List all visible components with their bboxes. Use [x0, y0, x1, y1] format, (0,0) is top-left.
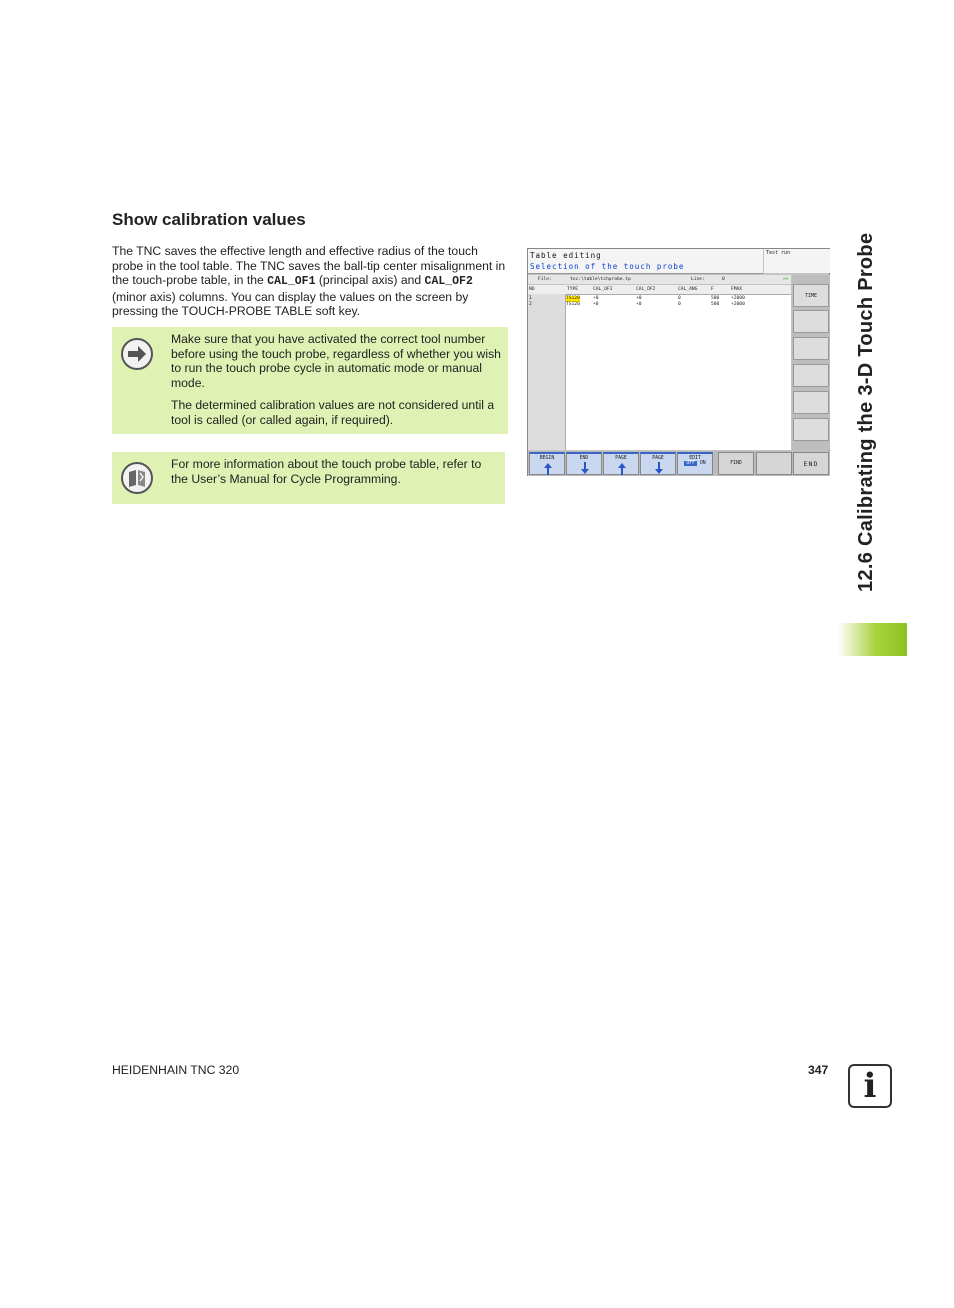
cell: +0: [636, 296, 642, 301]
tnc-table-editing-screenshot: [527, 248, 830, 476]
probe-table: [528, 285, 791, 450]
side-softkey-empty[interactable]: [793, 418, 829, 441]
col-f: F: [711, 287, 714, 292]
toggle-on: ON: [699, 461, 706, 466]
manual-book-icon: [121, 462, 153, 494]
softkey-empty[interactable]: [756, 452, 792, 475]
softkey-label: FIND: [730, 461, 742, 466]
cell: +2000: [731, 302, 745, 307]
screen-title: Table editing: [530, 251, 602, 260]
page-down-softkey[interactable]: [640, 452, 676, 475]
screen-subtitle: Selection of the touch probe: [530, 262, 685, 271]
cell: 0: [678, 296, 681, 301]
side-softkey-empty[interactable]: [793, 391, 829, 414]
note-text: Make sure that you have activated the correct tool number before using the touch probe, regardless of whether you wish to run the touch probe cycle in automatic mode or manual mode.: [171, 332, 501, 390]
body-paragraph: [112, 244, 506, 319]
edit-toggle-softkey[interactable]: [677, 452, 713, 475]
side-softkey-empty[interactable]: [793, 364, 829, 387]
cell-selected[interactable]: TS120: [566, 296, 580, 301]
softkey-label: END: [803, 460, 819, 468]
note-text: For more information about the touch probe table, refer to the User’s Manual for Cycle Programming.: [171, 457, 482, 486]
horizontal-softkey-bar: [528, 451, 830, 476]
para-text: (principal axis) and: [315, 273, 425, 287]
page-number: 347: [808, 1063, 829, 1077]
arrow-up-icon: [617, 463, 627, 475]
col-type: TYPE: [567, 287, 579, 292]
softkey-label: PAGE: [652, 456, 664, 461]
begin-softkey[interactable]: [529, 452, 565, 475]
table-header: [528, 285, 791, 295]
note-box-tool-number: [112, 327, 508, 434]
row-number-column: [528, 294, 566, 450]
file-label: File:: [538, 277, 552, 282]
code-cal-of1: CAL_OF1: [267, 275, 316, 288]
note-text: The determined calibration values are not considered until a tool is called (or called again, if required).: [171, 398, 495, 427]
chapter-tab-marker: [838, 623, 907, 656]
cell: TS120: [566, 302, 580, 307]
side-softkey-empty[interactable]: [793, 337, 829, 360]
col-cal-of1: CAL_OF1: [593, 287, 613, 292]
cell: 1: [529, 296, 532, 301]
cell: 0: [678, 302, 681, 307]
cell: 2: [529, 302, 532, 307]
toggle-off: OFF: [686, 461, 695, 466]
softkey-label: EDIT: [689, 456, 701, 461]
para-text: The TNC saves the effective length and effective radius of the touch probe in the tool table. The TNC saves the ball-tip center misalignment in the touch-probe table, in the: [112, 244, 506, 287]
line-value: 0: [722, 277, 725, 282]
col-cal-of2: CAL_OF2: [636, 287, 656, 292]
col-no: NO: [529, 287, 535, 292]
line-label: Line:: [691, 277, 705, 282]
cell: +2000: [731, 296, 745, 301]
arrow-down-icon: [654, 462, 664, 474]
softkey-label: PAGE: [615, 456, 627, 461]
chapter-side-title: 12.6 Calibrating the 3-D Touch Probe: [855, 232, 877, 592]
end-program-softkey[interactable]: [793, 452, 829, 475]
section-heading: Show calibration values: [112, 210, 306, 229]
cell: 500: [711, 302, 720, 307]
cell: +0: [593, 302, 599, 307]
cell: 500: [711, 296, 720, 301]
page-up-softkey[interactable]: [603, 452, 639, 475]
vertical-softkey-bar: [792, 275, 830, 450]
mode-indicator: Test run: [764, 249, 830, 273]
side-softkey-empty[interactable]: [793, 310, 829, 333]
info-icon: i: [848, 1064, 892, 1108]
scroll-right-icon[interactable]: >>: [783, 277, 789, 282]
end-softkey[interactable]: [566, 452, 602, 475]
para-text: (minor axis) columns. You can display the values on the screen by pressing the TOUCH-PROBE TABLE soft key.: [112, 289, 469, 318]
footer-product: HEIDENHAIN TNC 320: [112, 1063, 240, 1077]
arrow-right-icon: [121, 338, 153, 370]
softkey-label: BEGIN: [539, 456, 555, 461]
note-box-more-info: [112, 452, 505, 504]
code-cal-of2: CAL_OF2: [424, 275, 473, 288]
arrow-down-icon: [580, 462, 590, 474]
col-fmax: FMAX: [731, 287, 743, 292]
screen-header: [528, 249, 763, 274]
file-line: [528, 275, 791, 284]
col-cal-ang: CAL_ANG: [678, 287, 698, 292]
cell: +0: [636, 302, 642, 307]
time-softkey[interactable]: TIME: [793, 284, 829, 307]
cell: +0: [593, 296, 599, 301]
find-softkey[interactable]: [718, 452, 754, 475]
softkey-label: END: [579, 456, 589, 461]
file-path: tnc:\table\tchprobe.tp: [570, 277, 631, 282]
arrow-up-icon: [543, 463, 553, 475]
